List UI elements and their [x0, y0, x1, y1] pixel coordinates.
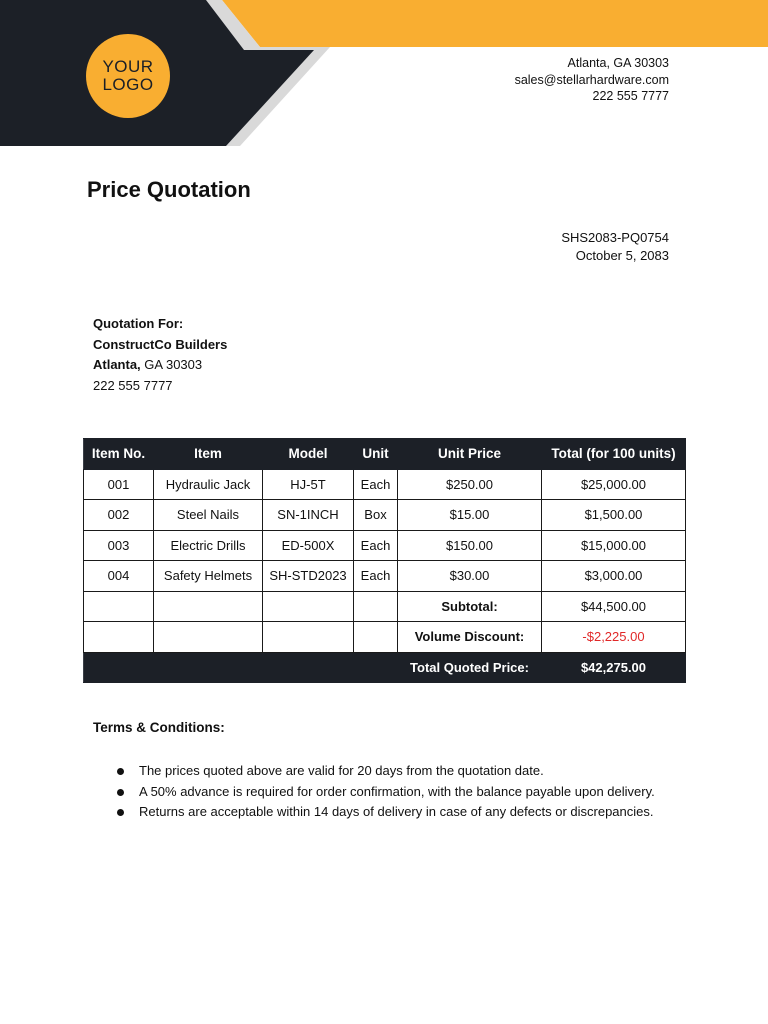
cell-model: SH-STD2023: [263, 561, 354, 592]
cell-total: $25,000.00: [542, 469, 686, 500]
empty-cell: [154, 591, 263, 622]
cell-unit: Box: [354, 500, 398, 531]
discount-label: Volume Discount:: [398, 622, 542, 653]
discount-value: -$2,225.00: [542, 622, 686, 653]
col-header-unit-price: Unit Price: [398, 439, 542, 470]
col-header-total: Total (for 100 units): [542, 439, 686, 470]
client-heading: Quotation For:: [93, 316, 184, 331]
cell-item: Safety Helmets: [154, 561, 263, 592]
subtotal-row: [84, 591, 686, 622]
table-row: [84, 469, 686, 500]
cell-item-no: 003: [84, 530, 154, 561]
quotation-date: October 5, 2083: [575, 248, 669, 263]
cell-unit: Each: [354, 469, 398, 500]
logo-line-1: YOUR: [102, 57, 154, 76]
terms-item: Returns are acceptable within 14 days of delivery in case of any defects or discrepancies.: [139, 802, 659, 823]
cell-model: HJ-5T: [263, 469, 354, 500]
empty-cell: [84, 622, 154, 653]
cell-item: Electric Drills: [154, 530, 263, 561]
table-header-row: [84, 439, 686, 470]
cell-total: $1,500.00: [542, 500, 686, 531]
table-row: [84, 500, 686, 531]
cell-unit-price: $250.00: [398, 469, 542, 500]
total-row: [84, 652, 686, 683]
terms-list: [139, 761, 659, 823]
terms-item: A 50% advance is required for order confirmation, with the balance payable upon delivery.: [139, 782, 659, 803]
cell-unit: Each: [354, 530, 398, 561]
empty-cell: [263, 652, 354, 683]
client-state-zip: GA 30303: [140, 357, 203, 372]
quotation-reference: [561, 229, 669, 265]
cell-unit-price: $150.00: [398, 530, 542, 561]
empty-cell: [154, 622, 263, 653]
empty-cell: [263, 591, 354, 622]
page-title: Price Quotation: [87, 177, 251, 202]
col-header-item: Item: [154, 439, 263, 470]
company-contact: [515, 55, 669, 105]
company-email: sales@stellarhardware.com: [514, 72, 669, 87]
cell-item-no: 001: [84, 469, 154, 500]
company-phone: 222 555 7777: [592, 89, 669, 103]
discount-row: [84, 622, 686, 653]
reference-number: SHS2083-PQ0754: [561, 230, 669, 245]
table-row: [84, 530, 686, 561]
col-header-model: Model: [263, 439, 354, 470]
company-address: Atlanta, GA 30303: [567, 56, 669, 70]
cell-total: $15,000.00: [542, 530, 686, 561]
cell-unit-price: $30.00: [398, 561, 542, 592]
cell-item-no: 002: [84, 500, 154, 531]
client-address: [93, 355, 227, 376]
empty-cell: [354, 622, 398, 653]
cell-item-no: 004: [84, 561, 154, 592]
subtotal-label: Subtotal:: [398, 591, 542, 622]
empty-cell: [84, 652, 154, 683]
empty-cell: [84, 591, 154, 622]
cell-item: Steel Nails: [154, 500, 263, 531]
cell-unit: Each: [354, 561, 398, 592]
empty-cell: [354, 591, 398, 622]
client-block: [93, 314, 227, 396]
client-city: Atlanta,: [93, 357, 141, 372]
terms-heading: Terms & Conditions:: [93, 720, 225, 735]
cell-model: ED-500X: [263, 530, 354, 561]
empty-cell: [154, 652, 263, 683]
cell-total: $3,000.00: [542, 561, 686, 592]
subtotal-value: $44,500.00: [542, 591, 686, 622]
empty-cell: [263, 622, 354, 653]
col-header-item-no: Item No.: [84, 439, 154, 470]
col-header-unit: Unit: [354, 439, 398, 470]
letterhead-banner: [0, 0, 768, 150]
items-table: [83, 438, 686, 683]
table-row: [84, 561, 686, 592]
terms-item: The prices quoted above are valid for 20 days from the quotation date.: [139, 761, 659, 782]
client-name: ConstructCo Builders: [93, 336, 228, 352]
company-logo: [86, 34, 170, 118]
client-phone: 222 555 7777: [93, 377, 173, 393]
cell-item: Hydraulic Jack: [154, 469, 263, 500]
cell-model: SN-1INCH: [263, 500, 354, 531]
empty-cell: [354, 652, 398, 683]
total-value: $42,275.00: [542, 652, 686, 683]
total-label: Total Quoted Price:: [398, 652, 542, 683]
cell-unit-price: $15.00: [398, 500, 542, 531]
logo-line-2: LOGO: [102, 75, 154, 94]
